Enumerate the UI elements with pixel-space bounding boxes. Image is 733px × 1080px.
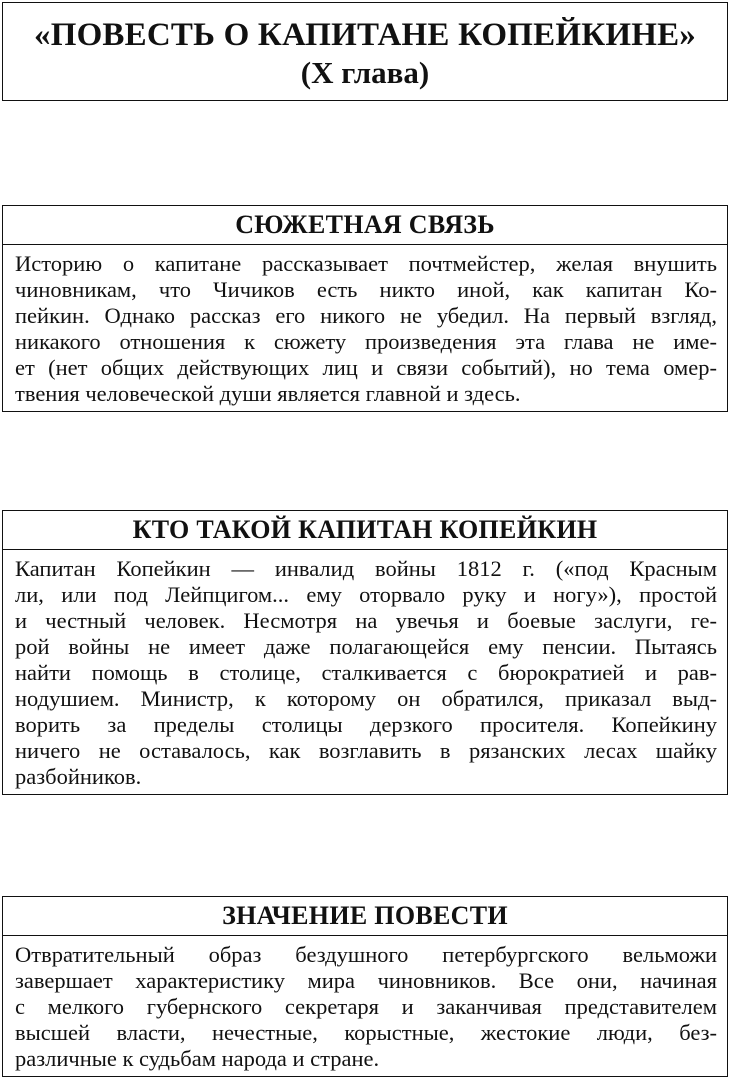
section-text [3,245,727,411]
document-subtitle-chapter: (X глава) [300,55,430,90]
section-who-is-kopeikin [2,510,728,795]
text-line: твения человеческой души является главной и здесь. [15,381,521,406]
document-title: «ПОВЕСТЬ О КАПИТАНЕ КОПЕЙКИНЕ» [34,17,696,53]
text-line: Отвратительный образ бездушного петербургского вельможи [15,942,717,967]
text-line: высшей власти, нечестные, корыстные, жестокие люди, без- [15,1020,717,1045]
text-line: ворить за пределы столицы дерзкого просителя. Копейкину [15,712,717,737]
text-line: пейкин. Однако рассказ его никого не убедил. На первый взгляд, [15,303,717,328]
text-line: рой войны не имеет даже полагающейся ему пенсии. Пытаясь [15,634,717,659]
section-text [3,936,727,1076]
text-line: Историю о капитане рассказывает почтмейстер, желая внушить [15,251,717,276]
text-line: с мелкого губернского секретаря и заканчивая представителем [15,994,717,1019]
text-line: Капитан Копейкин — инвалид войны 1812 г. («под Красным [15,556,717,581]
section-heading: СЮЖЕТНАЯ СВЯЗЬ [3,206,727,245]
section-heading: КТО ТАКОЙ КАПИТАН КОПЕЙКИН [3,511,727,550]
document-title-box [2,2,728,101]
section-text [3,550,727,794]
text-line: чиновникам, что Чичиков есть никто иной, как капитан Ко- [15,277,717,302]
text-line: ли, или под Лейпцигом... ему оторвало руку и ногу»), простой [15,582,717,607]
section-plot-connection [2,205,728,412]
section-story-meaning [2,896,728,1077]
text-line: найти помощь в столице, сталкивается с бюрократией и рав- [15,660,717,685]
text-line: ничего не оставалось, как возглавить в рязанских лесах шайку [15,738,717,763]
text-line: различные к судьбам народа и стране. [15,1046,380,1071]
text-line: разбойников. [15,764,142,789]
section-heading: ЗНАЧЕНИЕ ПОВЕСТИ [3,897,727,936]
text-line: и честный человек. Несмотря на увечья и боевые заслуги, ге- [15,608,717,633]
text-line: нодушием. Министр, к которому он обратился, приказал выд- [15,686,717,711]
text-line: никакого отношения к сюжету произведения эта глава не име- [15,329,717,354]
text-line: ет (нет общих действующих лиц и связи событий), но тема омер- [15,355,717,380]
text-line: завершает характеристику мира чиновников. Все они, начиная [15,968,717,993]
